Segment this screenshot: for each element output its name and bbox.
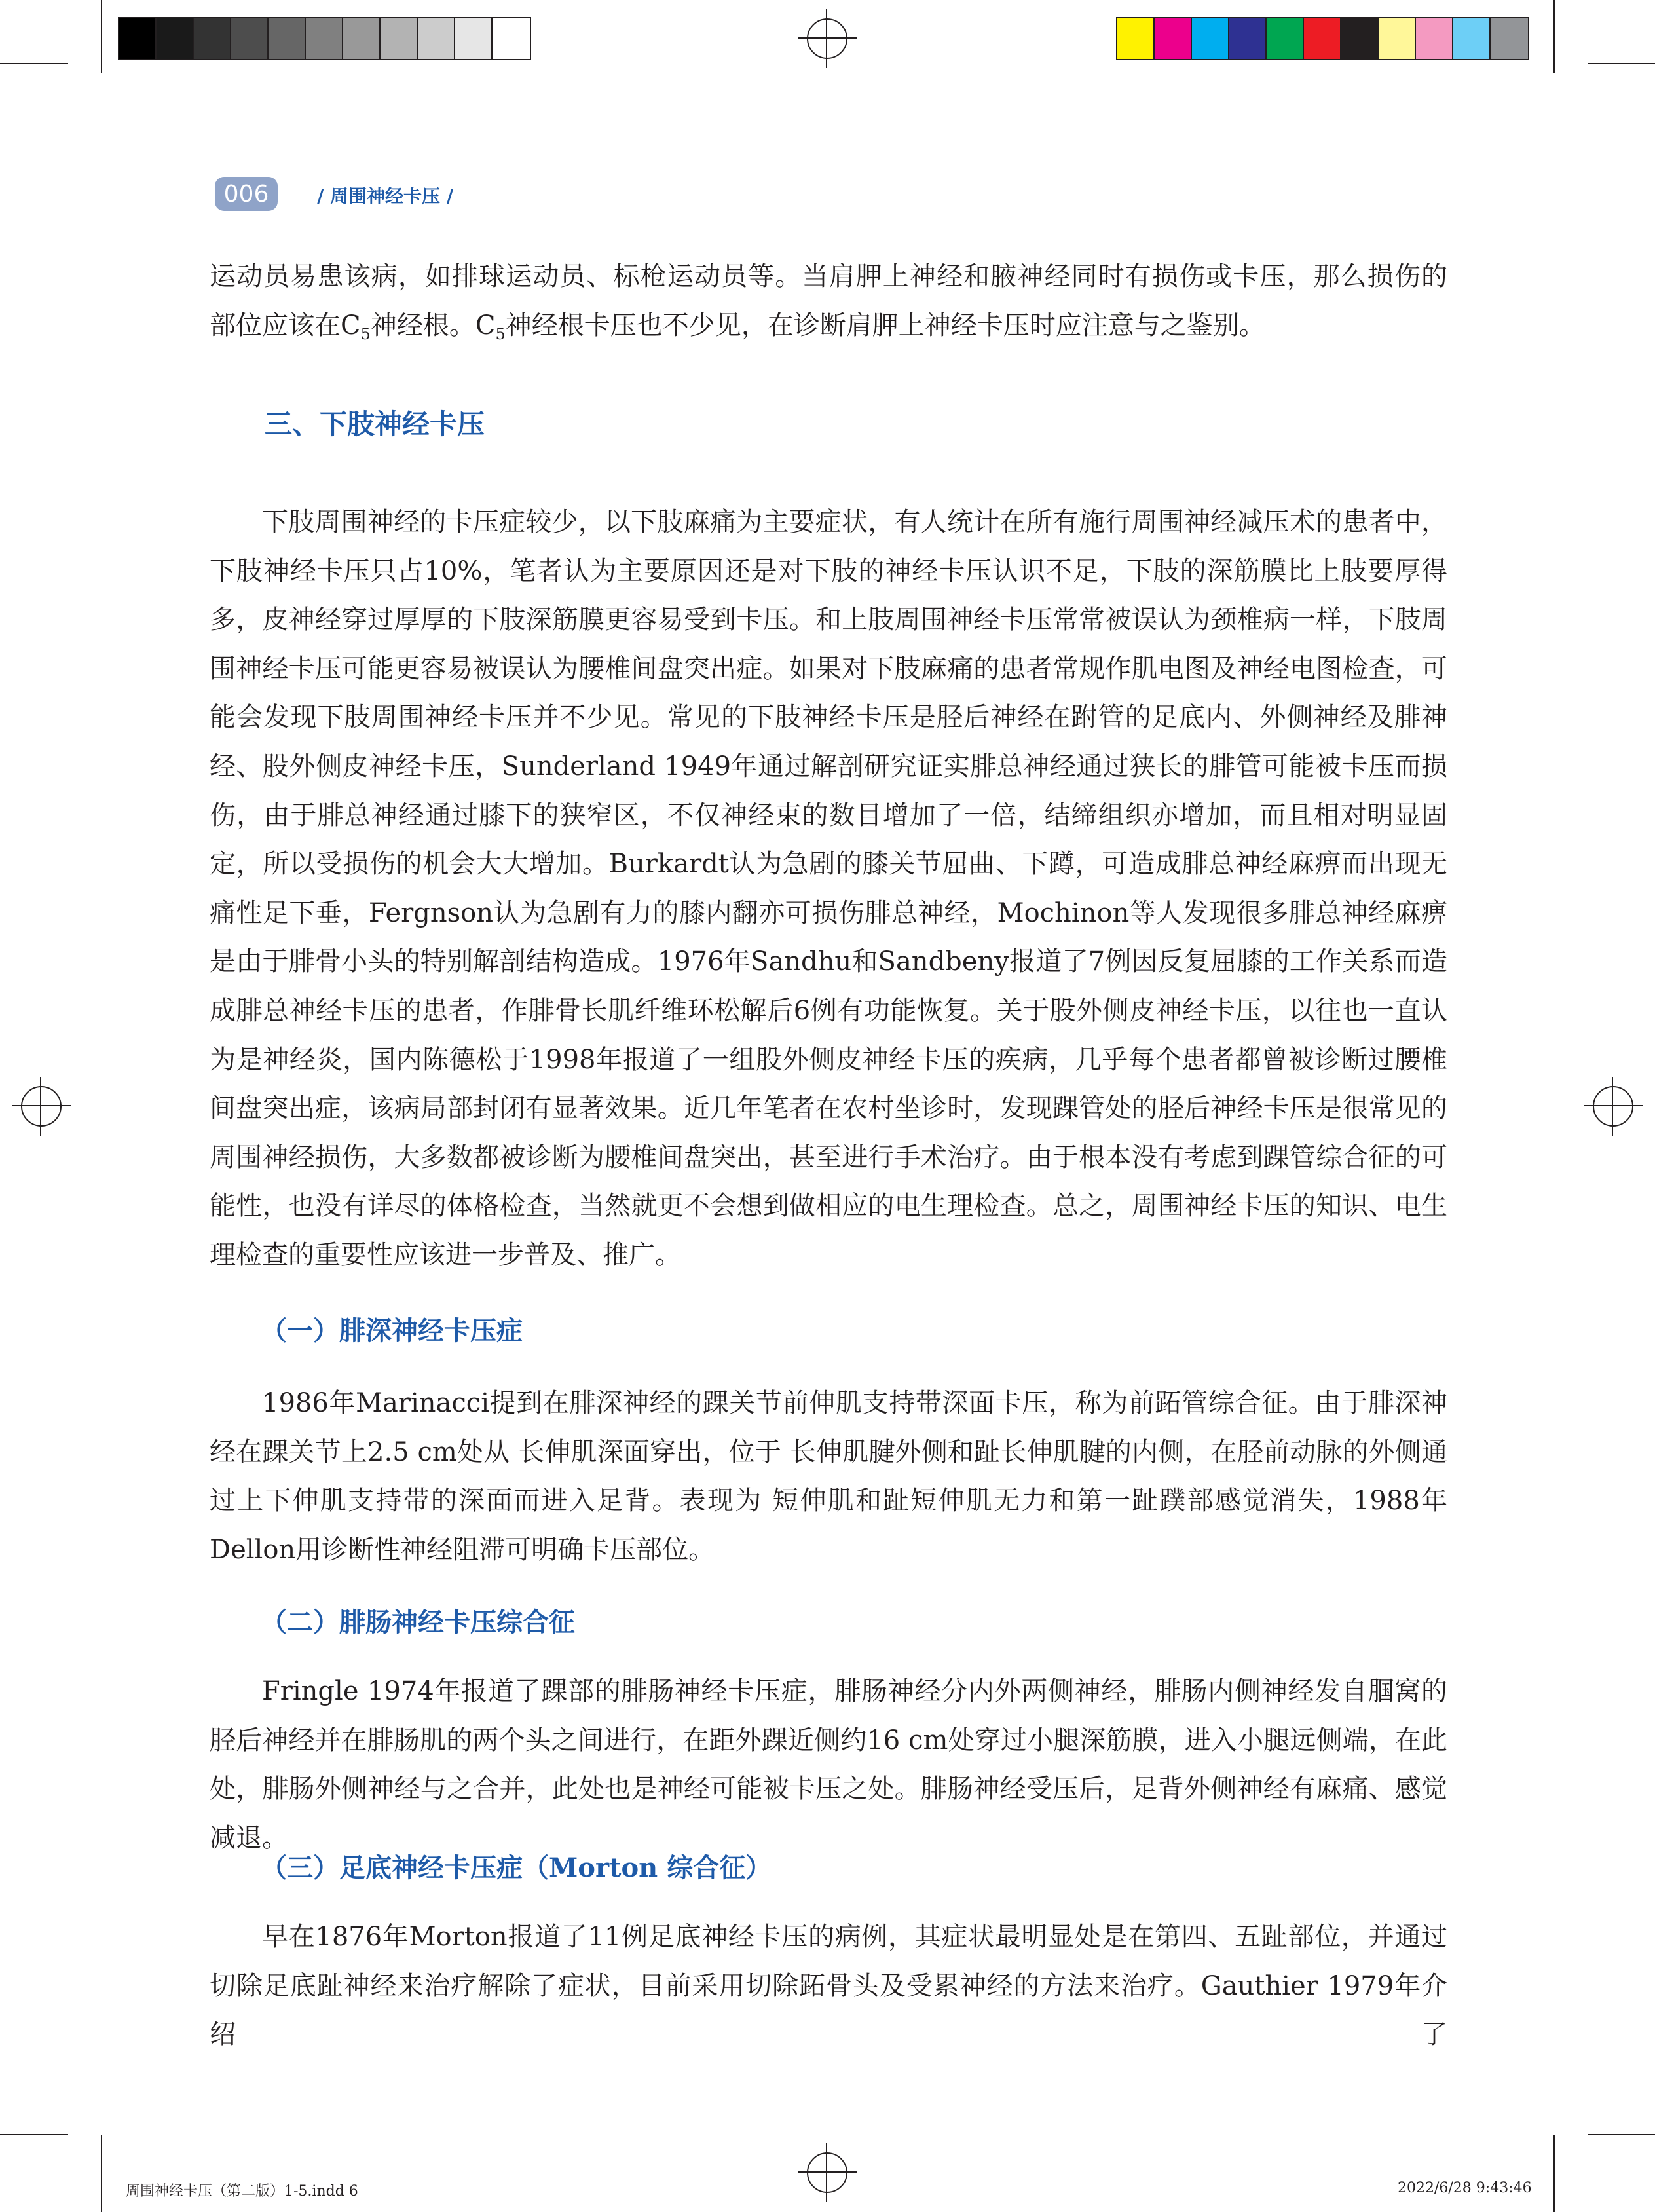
registration-crosshair-left [12, 1077, 71, 1136]
gray-swatch-10 [455, 18, 493, 59]
section-heading: 三、下肢神经卡压 [265, 408, 485, 440]
color-swatch-3 [1192, 18, 1229, 59]
color-swatch-4 [1229, 18, 1267, 59]
gray-swatch-9 [418, 18, 455, 59]
gray-swatch-4 [231, 18, 269, 59]
color-swatch-7 [1341, 18, 1379, 59]
color-swatch-11 [1491, 18, 1528, 59]
intro-line-2: 部位应该在$C_5$神经根。$C_5$神经根卡压也不少见，在诊断肩胛上神经卡压时应注意与之鉴别。 [210, 310, 1265, 343]
registration-crosshair-top [798, 9, 857, 68]
gray-swatch-1 [119, 18, 157, 59]
section-paragraph: 下肢周围神经的卡压症较少，以下肢麻痛为主要症状，有人统计在所有施行周围神经减压术的患者中，下肢神经卡压只占10%，笔者认为主要原因还是对下肢的神经卡压认识不足，下肢的深筋膜比上肢要厚得多，皮神经穿过厚厚的下肢深筋膜更容易受到卡压。和上肢周围神经卡压常常被误认为颈椎病一样，下肢周围神经卡压可能更容易被误认为腰椎间盘突出症。如果对下肢麻痛的患者常规作肌电图及神经电图检查，可能会发现下肢周围神经卡压并不少见。常见的下肢神经卡压是胫后神经在跗管的足底内、外侧神经及腓神经、股外侧皮神经卡压，Sunderland 1949年通过解剖研究证实腓总神经通过狭长的腓管可能被卡压而损伤，由于腓总神经通过膝下的狭窄区，不仅神经束的数目增加了一倍，结缔组织亦增加，而且相对明显固定，所以受损伤的机会大大增加。Burkardt认为急剧的膝关节屈曲、下蹲，可造成腓总神经麻痹而出现无痛性足下垂，Fergnson认为急剧有力的膝内翻亦可损伤腓总神经，Mochinon等人发现很多腓总神经麻痹是由于腓骨小头的特别解剖结构造成。1976年Sandhu和Sandbeny报道了7例因反复屈膝的工作关系而造成腓总神经卡压的患者，作腓骨长肌纤维环松解后6例有功能恢复。关于股外侧皮神经卡压，以往也一直认为是神经炎，国内陈德松于1998年报道了一组股外侧皮神经卡压的疾病，几乎每个患者都曾被诊断过腰椎间盘突出症，该病局部封闭有显著效果。近几年笔者在农村坐诊时，发现踝管处的胫后神经卡压是很常见的周围神经损伤，大多数都被诊断为腰椎间盘突出，甚至进行手术治疗。由于根本没有考虑到踝管综合征的可能性，也没有详尽的体格检查，当然就更不会想到做相应的电生理检查。总之，周围神经卡压的知识、电生理检查的重要性应该进一步普及、推广。 [210, 507, 1447, 1270]
subsection-heading-1: （一）腓深神经卡压症 [261, 1315, 523, 1346]
registration-crosshair-bottom [798, 2143, 857, 2202]
color-swatch-6 [1304, 18, 1341, 59]
gray-swatch-5 [269, 18, 306, 59]
gray-swatch-11 [493, 18, 530, 59]
gray-swatch-2 [157, 18, 194, 59]
registration-crosshair-right [1584, 1077, 1643, 1136]
color-calibration-strip [1116, 17, 1529, 60]
gray-calibration-strip [118, 17, 531, 60]
color-swatch-9 [1416, 18, 1453, 59]
color-swatch-5 [1267, 18, 1304, 59]
gray-swatch-7 [343, 18, 381, 59]
footer-timestamp: 2022/6/28 9:43:46 [1398, 2180, 1532, 2196]
page-number-badge: 006 [215, 177, 278, 211]
running-title: / 周围神经卡压 / [317, 185, 453, 207]
gray-swatch-6 [306, 18, 343, 59]
subsection-heading-3: （三）足底神经卡压症（Morton 综合征） [261, 1852, 772, 1883]
subsection-paragraph-1: 1986年Marinacci提到在腓深神经的踝关节前伸肌支持带深面卡压，称为前跖管综合征。由于腓深神经在踝关节上2.5 cm处从 长伸肌深面穿出，位于 长伸肌腱外侧和趾长伸肌腱的内侧，在胫前动脉的外侧通过上下伸肌支持带的深面而进入足背。表现为 短伸肌和趾短伸肌无力和第一趾蹼部感觉消失，1988年Dellon用诊断性神经阻滞可明确卡压部位。 [210, 1388, 1447, 1565]
intro-line-1: 运动员易患该病，如排球运动员、标枪运动员等。当肩胛上神经和腋神经同时有损伤或卡压，那么损伤的 [210, 261, 1447, 291]
color-swatch-10 [1453, 18, 1491, 59]
gray-swatch-3 [194, 18, 231, 59]
subsection-heading-2: （二）腓肠神经卡压综合征 [261, 1607, 575, 1638]
subsection-paragraph-3: 早在1876年Morton报道了11例足底神经卡压的病例，其症状最明显处是在第四、五趾部位，并通过切除足底趾神经来治疗解除了症状，目前采用切除跖骨头及受累神经的方法来治疗。Gauthier 1979年介绍了 [210, 1922, 1447, 2050]
color-swatch-8 [1379, 18, 1416, 59]
footer-file-name: 周围神经卡压（第二版）1-5.indd 6 [126, 2183, 358, 2200]
color-swatch-1 [1117, 18, 1155, 59]
subsection-paragraph-2: Fringle 1974年报道了踝部的腓肠神经卡压症，腓肠神经分内外两侧神经，腓肠内侧神经发自腘窝的胫后神经并在腓肠肌的两个头之间进行，在距外踝近侧约16 cm处穿过小腿深筋膜，进入小腿远侧端，在此处，腓肠外侧神经与之合并，此处也是神经可能被卡压之处。腓肠神经受压后，足背外侧神经有麻痛、感觉减退。 [210, 1676, 1447, 1853]
gray-swatch-8 [381, 18, 418, 59]
color-swatch-2 [1155, 18, 1192, 59]
